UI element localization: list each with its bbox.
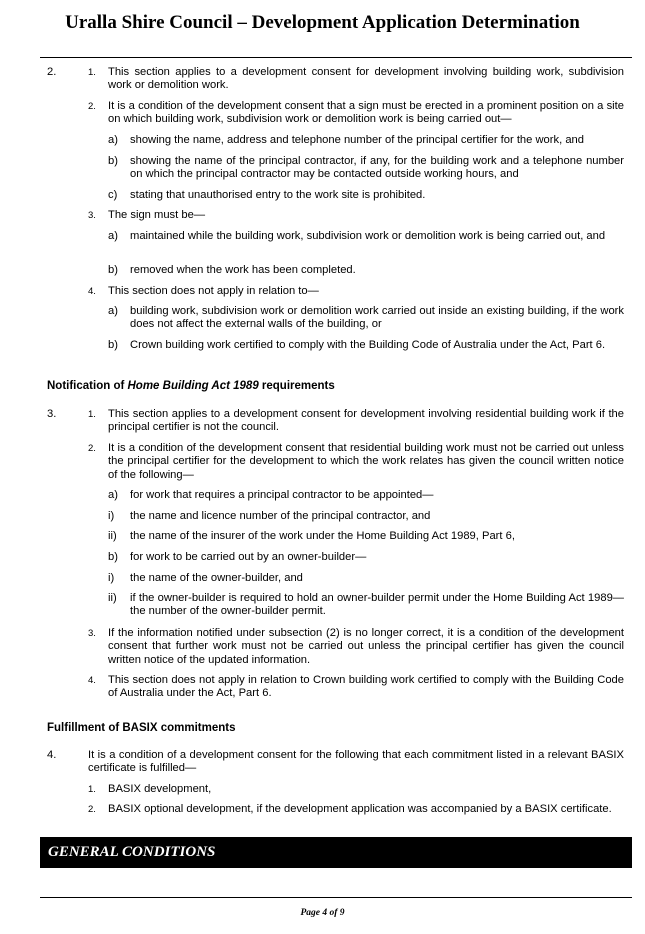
section-4-number: 4. bbox=[47, 749, 57, 761]
sec2-sub4-item-b-label: b) bbox=[108, 339, 118, 351]
section-3-heading bbox=[47, 379, 335, 393]
sec2-sub3-item-b-text: removed when the work has been completed. bbox=[130, 264, 356, 276]
sec3-sub2-item-b-ii-label: ii) bbox=[108, 592, 117, 604]
sec3-sub4-text: This section does not apply in relation to Crown building work certified to comply with the Building Code of Australia under the Act, Part 6. bbox=[108, 674, 624, 700]
sec2-sub2-number: 2. bbox=[88, 101, 96, 112]
sec3-sub3-number: 3. bbox=[88, 628, 96, 639]
sec2-sub3-text: The sign must be— bbox=[108, 209, 206, 221]
sec3-sub2-item-a-i-label: i) bbox=[108, 510, 115, 522]
section-3-heading-pre: Notification of bbox=[47, 380, 128, 392]
sec3-sub1-number: 1. bbox=[88, 409, 96, 420]
sec3-sub2-item-b-ii-text: if the owner-builder is required to hold an owner-builder permit under the Home Building Act 1989—the number of the owner-builder permit. bbox=[130, 592, 624, 618]
page-number: Page 4 of 9 bbox=[300, 908, 345, 918]
sec2-sub4-text: This section does not apply in relation to— bbox=[108, 285, 319, 297]
sec3-sub2-item-b-label: b) bbox=[108, 551, 118, 563]
section-3-number: 3. bbox=[47, 408, 57, 420]
sec2-sub3-number: 3. bbox=[88, 210, 96, 221]
sec3-sub2-item-a-i-text: the name and licence number of the principal contractor, and bbox=[130, 510, 431, 522]
sec3-sub2-item-b-i-label: i) bbox=[108, 572, 115, 584]
sec2-sub4-item-a-label: a) bbox=[108, 305, 118, 317]
section-3-heading-act: Home Building Act 1989 bbox=[127, 380, 259, 392]
sec3-sub2-item-a-ii-label: ii) bbox=[108, 530, 117, 542]
sec4-sub1-number: 1. bbox=[88, 784, 96, 795]
sec2-sub1-text: This section applies to a development consent for development involving building work, subdivision work or demolition work. bbox=[108, 66, 624, 92]
sec3-sub2-item-a-ii-text: the name of the insurer of the work under the Home Building Act 1989, Part 6, bbox=[130, 530, 515, 542]
header-rule bbox=[40, 57, 632, 58]
general-conditions-banner bbox=[40, 837, 632, 868]
sec3-sub2-item-b-i-text: the name of the owner-builder, and bbox=[130, 572, 303, 584]
page-header-title: Uralla Shire Council – Development Application Determination bbox=[65, 12, 580, 33]
sec2-sub2-item-a-label: a) bbox=[108, 134, 118, 146]
section-2-number: 2. bbox=[47, 66, 57, 78]
sec3-sub2-text: It is a condition of the development consent that residential building work must not be carried out unless the principal certifier for the development to which the work relates has given the council written notice of the following— bbox=[108, 442, 624, 481]
sec2-sub2-item-b-label: b) bbox=[108, 155, 118, 167]
sec2-sub1-number: 1. bbox=[88, 67, 96, 78]
footer-rule bbox=[40, 897, 632, 898]
sec2-sub2-item-c-label: c) bbox=[108, 189, 118, 201]
section-3-heading-post: requirements bbox=[258, 380, 335, 392]
sec2-sub2-text: It is a condition of the development consent that a sign must be erected in a prominent position on a site on which building work, subdivision work or demolition work is being carried out— bbox=[108, 100, 624, 126]
sec3-sub2-item-b-text: for work to be carried out by an owner-builder— bbox=[130, 551, 367, 563]
sec2-sub3-item-b-label: b) bbox=[108, 264, 118, 276]
sec4-sub1-text: BASIX development, bbox=[108, 783, 212, 795]
sec2-sub4-item-b-text: Crown building work certified to comply with the Building Code of Australia under the Act, Part 6. bbox=[130, 339, 606, 351]
sec2-sub2-item-c-text: stating that unauthorised entry to the work site is prohibited. bbox=[130, 189, 426, 201]
sec4-sub2-text: BASIX optional development, if the development application was accompanied by a BASIX certificate. bbox=[108, 803, 612, 815]
sec3-sub2-item-a-text: for work that requires a principal contractor to be appointed— bbox=[130, 489, 434, 501]
sec3-sub3-text: If the information notified under subsection (2) is no longer correct, it is a condition of the development consent that further work must not be carried out unless the principal certifier has given the council written notice of the updated information. bbox=[108, 627, 624, 666]
sec4-sub2-number: 2. bbox=[88, 804, 96, 815]
sec2-sub3-item-a-label: a) bbox=[108, 230, 118, 242]
sec2-sub3-item-a-text: maintained while the building work, subdivision work or demolition work is being carried out, and bbox=[130, 230, 606, 242]
sec2-sub4-item-a-text: building work, subdivision work or demolition work carried out inside an existing building, if the work does not affect the external walls of the building, or bbox=[130, 305, 624, 331]
sec2-sub2-item-a-text: showing the name, address and telephone number of the principal certifier for the work, and bbox=[130, 134, 584, 146]
general-conditions-title: GENERAL CONDITIONS bbox=[48, 844, 216, 860]
sec3-sub1-text: This section applies to a development consent for development involving residential building work if the principal certifier is not the council. bbox=[108, 408, 624, 434]
sec3-sub2-number: 2. bbox=[88, 443, 96, 454]
sec2-sub4-number: 4. bbox=[88, 286, 96, 297]
sec3-sub4-number: 4. bbox=[88, 675, 96, 686]
sec2-sub2-item-b-text: showing the name of the principal contractor, if any, for the building work and a telephone number on which the principal contractor may be contacted outside working hours, and bbox=[130, 155, 624, 181]
section-4-heading: Fulfillment of BASIX commitments bbox=[47, 722, 236, 734]
sec3-sub2-item-a-label: a) bbox=[108, 489, 118, 501]
section-4-text: It is a condition of a development consent for the following that each commitment listed in a relevant BASIX certificate is fulfilled— bbox=[88, 749, 624, 775]
